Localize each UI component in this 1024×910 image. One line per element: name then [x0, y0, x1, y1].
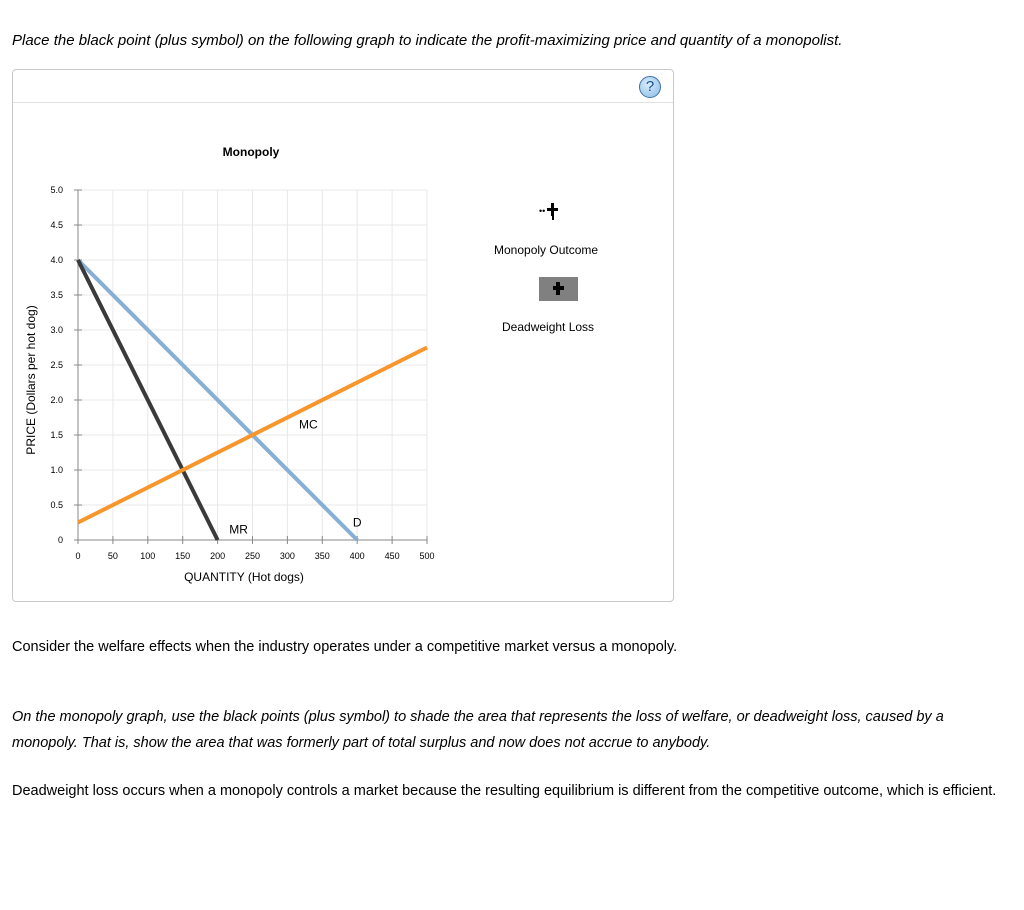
y-tick-label: 0.5	[50, 500, 63, 510]
paragraph-instructions: On the monopoly graph, use the black points (plus symbol) to shade the area that represents the loss of welfare, or deadweight loss, caused by a monopoly. That is, show the area that was formerly part of total surplus and now does not accrue to anybody.	[12, 709, 944, 751]
x-tick-label: 350	[314, 551, 330, 561]
y-tick-label: 1.5	[50, 430, 63, 440]
y-axis-title: PRICE (Dollars per hot dog)	[24, 305, 38, 455]
deadweight-loss-tool[interactable]	[539, 277, 578, 301]
dot-marker-icon: ••	[539, 206, 546, 216]
x-axis-title: QUANTITY (Hot dogs)	[184, 570, 304, 584]
chart-title: Monopoly	[222, 145, 280, 159]
instruction-text: Place the black point (plus symbol) on the following graph to indicate the profit-maximizing price and quantity of a monopolist.	[12, 32, 843, 49]
x-tick-label: 300	[279, 551, 295, 561]
x-tick-label: 450	[384, 551, 400, 561]
paragraph-welfare: Consider the welfare effects when the industry operates under a competitive market versus a monopoly.	[12, 639, 678, 655]
y-tick-label: 4.0	[50, 255, 63, 265]
series-label-demand: D	[352, 515, 362, 530]
y-tick-label: 4.5	[50, 220, 63, 230]
x-tick-label: 250	[244, 551, 261, 561]
y-tick-label: 3.0	[50, 325, 63, 335]
monopoly-outcome-label: Monopoly Outcome	[494, 243, 599, 257]
help-icon[interactable]: ?	[639, 76, 661, 98]
x-tick-label: 50	[107, 551, 118, 561]
paragraph-deadweight: Deadweight loss occurs when a monopoly controls a market because the resulting equilibrium is different from the competitive outcome, which is efficient.	[12, 783, 997, 799]
monopoly-outcome-plus-tool[interactable]	[539, 203, 560, 221]
x-tick-label: 500	[419, 551, 435, 561]
y-tick-label: 0	[57, 535, 63, 545]
x-tick-label: 200	[210, 551, 226, 561]
x-tick-label: 150	[175, 551, 191, 561]
y-tick-label: 1.0	[50, 465, 63, 475]
series-label-mc: MC	[299, 417, 318, 432]
x-tick-label: 400	[349, 551, 365, 561]
deadweight-loss-label: Deadweight Loss	[502, 320, 595, 334]
y-tick-label: 3.5	[50, 290, 63, 300]
series-label-mr: MR	[229, 522, 248, 537]
y-tick-label: 5.0	[50, 185, 63, 195]
y-tick-label: 2.0	[50, 395, 63, 405]
y-tick-label: 2.5	[50, 360, 63, 370]
x-tick-label: 0	[75, 551, 81, 561]
x-tick-label: 100	[140, 551, 156, 561]
